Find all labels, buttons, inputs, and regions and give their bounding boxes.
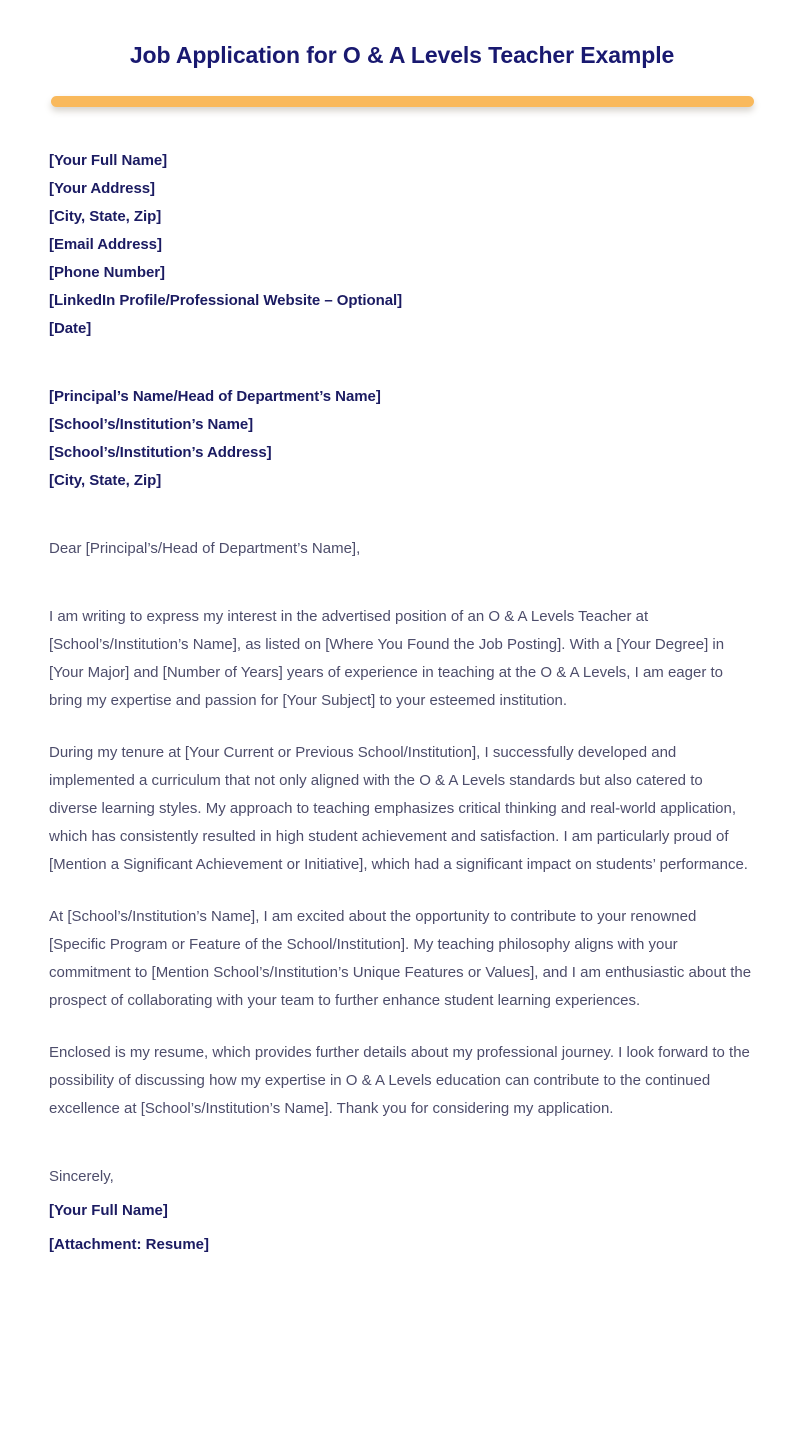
spacer: [49, 1123, 754, 1163]
body-paragraph: I am writing to express my interest in the advertised position of an O & A Levels Teacher at [School’s/Institution’s Name], as listed on [Where You Found the Job Posting]. With a [Your Degree] in [Your Major] and [Number of Years] years of experience in teaching at the O & A Levels, I am eager to bring my expertise and passion for [Your Subject] to your esteemed institution.: [49, 608, 725, 709]
spacer: [49, 563, 754, 603]
closing-signoff: Sincerely,: [49, 1168, 114, 1185]
closing-signature-name: [Your Full Name]: [49, 1202, 168, 1219]
recipient-line: [School’s/Institution’s Address]: [49, 444, 272, 461]
letter-body: [0, 107, 804, 1299]
sender-line: [Phone Number]: [49, 264, 165, 281]
body-paragraph: Enclosed is my resume, which provides further details about my professional journey. I look forward to the possibility of discussing how my expertise in O & A Levels education can contribute to the continued excellence at [School’s/Institution’s Name]. Thank you for considering my application.: [49, 1044, 750, 1117]
body-paragraph: At [School’s/Institution’s Name], I am excited about the opportunity to contribute to your renowned [Specific Program or Feature of the School/Institution]. My teaching philosophy aligns with your commitment to [Mention School’s/Institution’s Unique Features or Values], and I am enthusiastic about the prospect of collaborating with your team to further enhance student learning experiences.: [49, 908, 752, 1009]
sender-line: [Date]: [49, 320, 92, 337]
sender-address-block: [49, 147, 754, 343]
page-title: Job Application for O & A Levels Teacher Example: [129, 42, 675, 68]
accent-divider-bar: [51, 96, 754, 107]
recipient-line: [City, State, Zip]: [49, 472, 162, 489]
recipient-address-block: [49, 383, 754, 495]
recipient-line: [School’s/Institution’s Name]: [49, 416, 254, 433]
recipient-line: [Principal’s Name/Head of Department’s Name]: [49, 388, 381, 405]
closing-attachment: [Attachment: Resume]: [49, 1236, 210, 1253]
spacer: [49, 343, 754, 383]
spacer: [49, 495, 754, 535]
sender-line: [Email Address]: [49, 236, 162, 253]
salutation: Dear [Principal’s/Head of Department’s Name],: [49, 540, 361, 557]
sender-line: [LinkedIn Profile/Professional Website – Optional]: [49, 292, 403, 309]
sender-line: [City, State, Zip]: [49, 208, 162, 225]
body-paragraph: During my tenure at [Your Current or Previous School/Institution], I successfully developed and implemented a curriculum that not only aligned with the O & A Levels standards but also catered to diverse learning styles. My approach to teaching emphasizes critical thinking and real-world application, which has consistently resulted in high student achievement and satisfaction. I am particularly proud of [Mention a Significant Achievement or Initiative], which had a significant impact on students’ performance.: [49, 744, 748, 873]
title-divider-container: [0, 70, 804, 107]
sender-line: [Your Full Name]: [49, 152, 168, 169]
sender-line: [Your Address]: [49, 180, 155, 197]
